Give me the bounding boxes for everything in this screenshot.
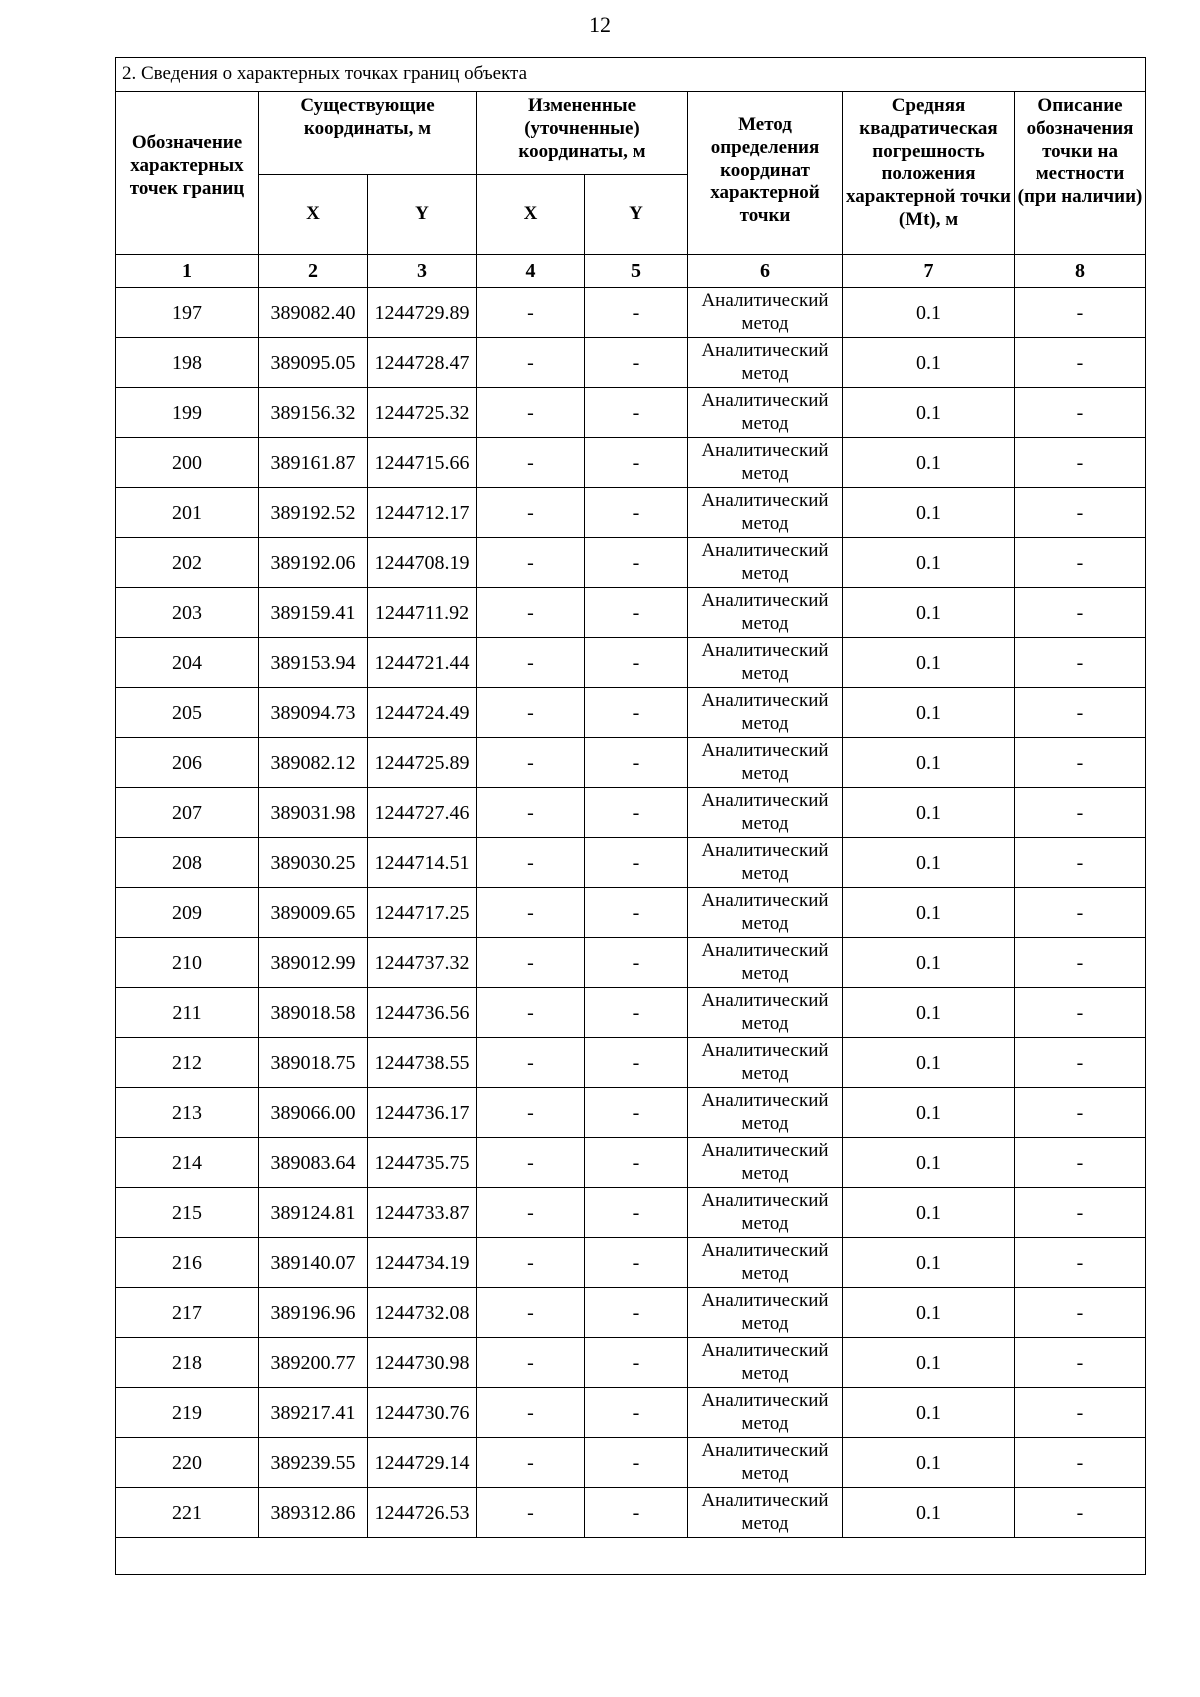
cell-existing-x: 389192.06	[259, 538, 368, 588]
cell-existing-y: 1244730.76	[368, 1388, 477, 1438]
cell-method: Аналитический метод	[688, 788, 843, 838]
header-changed-y: Y	[585, 175, 688, 255]
cell-changed-x: -	[477, 338, 585, 388]
table-row	[116, 638, 1146, 688]
cell-method: Аналитический метод	[688, 488, 843, 538]
cell-description: -	[1015, 288, 1146, 338]
header-changed-x: X	[477, 175, 585, 255]
cell-changed-y: -	[585, 438, 688, 488]
cell-method: Аналитический метод	[688, 1438, 843, 1488]
cell-changed-x: -	[477, 1338, 585, 1388]
table-row	[116, 838, 1146, 888]
table-row	[116, 738, 1146, 788]
cell-point-number: 200	[116, 438, 259, 488]
cell-description: -	[1015, 1238, 1146, 1288]
table-row	[116, 938, 1146, 988]
cell-point-number: 220	[116, 1438, 259, 1488]
cell-point-number: 217	[116, 1288, 259, 1338]
cell-error: 0.1	[843, 1188, 1015, 1238]
table-row	[116, 388, 1146, 438]
cell-error: 0.1	[843, 1488, 1015, 1538]
table-row	[116, 1388, 1146, 1438]
boundary-points-table	[115, 57, 1146, 1575]
table-row	[116, 488, 1146, 538]
header-point-designation: Обозначение характерных точек границ	[116, 92, 259, 255]
cell-method: Аналитический метод	[688, 588, 843, 638]
cell-error: 0.1	[843, 988, 1015, 1038]
table-row	[116, 688, 1146, 738]
cell-error: 0.1	[843, 1388, 1015, 1438]
cell-changed-y: -	[585, 1038, 688, 1088]
cell-error: 0.1	[843, 388, 1015, 438]
cell-changed-y: -	[585, 1088, 688, 1138]
cell-existing-x: 389124.81	[259, 1188, 368, 1238]
cell-error: 0.1	[843, 488, 1015, 538]
cell-error: 0.1	[843, 838, 1015, 888]
cell-changed-y: -	[585, 838, 688, 888]
cell-description: -	[1015, 1438, 1146, 1488]
table-row	[116, 588, 1146, 638]
cell-error: 0.1	[843, 338, 1015, 388]
cell-existing-x: 389159.41	[259, 588, 368, 638]
table-row	[116, 1038, 1146, 1088]
cell-changed-x: -	[477, 1488, 585, 1538]
cell-error: 0.1	[843, 1438, 1015, 1488]
cell-error: 0.1	[843, 588, 1015, 638]
cell-error: 0.1	[843, 938, 1015, 988]
cell-point-number: 211	[116, 988, 259, 1038]
cell-point-number: 202	[116, 538, 259, 588]
cell-existing-y: 1244738.55	[368, 1038, 477, 1088]
header-error: Средняя квадратическая погрешность положения характерной точки (Mt), м	[843, 92, 1015, 255]
column-number: 1	[116, 255, 259, 288]
cell-description: -	[1015, 538, 1146, 588]
cell-changed-x: -	[477, 988, 585, 1038]
cell-method: Аналитический метод	[688, 688, 843, 738]
cell-description: -	[1015, 1138, 1146, 1188]
table-row	[116, 1488, 1146, 1538]
table-row	[116, 338, 1146, 388]
cell-changed-x: -	[477, 1288, 585, 1338]
cell-existing-x: 389094.73	[259, 688, 368, 738]
cell-description: -	[1015, 738, 1146, 788]
section-title: 2. Сведения о характерных точках границ объекта	[116, 58, 1146, 92]
cell-changed-x: -	[477, 1038, 585, 1088]
cell-point-number: 204	[116, 638, 259, 688]
table-row	[116, 1138, 1146, 1188]
cell-changed-y: -	[585, 338, 688, 388]
cell-description: -	[1015, 1038, 1146, 1088]
cell-existing-x: 389066.00	[259, 1088, 368, 1138]
cell-error: 0.1	[843, 688, 1015, 738]
cell-description: -	[1015, 838, 1146, 888]
cell-existing-y: 1244721.44	[368, 638, 477, 688]
header-existing-x: X	[259, 175, 368, 255]
cell-changed-y: -	[585, 888, 688, 938]
cell-point-number: 206	[116, 738, 259, 788]
table-row	[116, 1438, 1146, 1488]
cell-existing-x: 389018.58	[259, 988, 368, 1038]
table-row	[116, 288, 1146, 338]
cell-method: Аналитический метод	[688, 738, 843, 788]
cell-existing-y: 1244717.25	[368, 888, 477, 938]
cell-method: Аналитический метод	[688, 988, 843, 1038]
cell-existing-x: 389217.41	[259, 1388, 368, 1438]
cell-existing-y: 1244725.89	[368, 738, 477, 788]
cell-existing-y: 1244736.17	[368, 1088, 477, 1138]
cell-changed-y: -	[585, 638, 688, 688]
cell-error: 0.1	[843, 1338, 1015, 1388]
column-number: 3	[368, 255, 477, 288]
cell-existing-y: 1244732.08	[368, 1288, 477, 1338]
cell-existing-y: 1244735.75	[368, 1138, 477, 1188]
cell-changed-x: -	[477, 738, 585, 788]
cell-method: Аналитический метод	[688, 1338, 843, 1388]
cell-existing-y: 1244725.32	[368, 388, 477, 438]
cell-error: 0.1	[843, 438, 1015, 488]
table-row	[116, 788, 1146, 838]
table-row	[116, 1188, 1146, 1238]
cell-description: -	[1015, 938, 1146, 988]
cell-error: 0.1	[843, 1288, 1015, 1338]
column-number: 5	[585, 255, 688, 288]
cell-existing-y: 1244728.47	[368, 338, 477, 388]
column-number: 4	[477, 255, 585, 288]
column-number: 6	[688, 255, 843, 288]
cell-existing-x: 389200.77	[259, 1338, 368, 1388]
cell-error: 0.1	[843, 1238, 1015, 1288]
table-row	[116, 538, 1146, 588]
cell-existing-x: 389156.32	[259, 388, 368, 438]
cell-description: -	[1015, 688, 1146, 738]
cell-description: -	[1015, 638, 1146, 688]
cell-point-number: 221	[116, 1488, 259, 1538]
cell-changed-y: -	[585, 1188, 688, 1238]
cell-description: -	[1015, 788, 1146, 838]
cell-description: -	[1015, 338, 1146, 388]
cell-existing-x: 389012.99	[259, 938, 368, 988]
cell-point-number: 207	[116, 788, 259, 838]
cell-changed-y: -	[585, 788, 688, 838]
cell-description: -	[1015, 1388, 1146, 1438]
cell-method: Аналитический метод	[688, 1388, 843, 1438]
cell-error: 0.1	[843, 638, 1015, 688]
cell-changed-x: -	[477, 388, 585, 438]
header-existing-coordinates: Существующие координаты, м	[259, 92, 477, 175]
cell-point-number: 209	[116, 888, 259, 938]
cell-changed-x: -	[477, 1088, 585, 1138]
cell-changed-y: -	[585, 1288, 688, 1338]
cell-changed-x: -	[477, 1138, 585, 1188]
header-method: Метод определения координат характерной точки	[688, 92, 843, 255]
cell-changed-x: -	[477, 288, 585, 338]
cell-existing-x: 389082.12	[259, 738, 368, 788]
cell-changed-y: -	[585, 988, 688, 1038]
cell-description: -	[1015, 1088, 1146, 1138]
cell-point-number: 213	[116, 1088, 259, 1138]
cell-existing-x: 389153.94	[259, 638, 368, 688]
cell-existing-x: 389161.87	[259, 438, 368, 488]
cell-description: -	[1015, 988, 1146, 1038]
cell-changed-y: -	[585, 688, 688, 738]
cell-point-number: 218	[116, 1338, 259, 1388]
table-row	[116, 438, 1146, 488]
page-number: 12	[589, 12, 611, 37]
cell-error: 0.1	[843, 788, 1015, 838]
cell-existing-x: 389030.25	[259, 838, 368, 888]
cell-existing-y: 1244730.98	[368, 1338, 477, 1388]
cell-method: Аналитический метод	[688, 838, 843, 888]
cell-changed-x: -	[477, 588, 585, 638]
cell-changed-y: -	[585, 488, 688, 538]
cell-existing-x: 389031.98	[259, 788, 368, 838]
cell-point-number: 197	[116, 288, 259, 338]
header-changed-coordinates: Измененные (уточненные) координаты, м	[477, 92, 688, 175]
cell-error: 0.1	[843, 888, 1015, 938]
empty-row	[116, 1538, 1146, 1575]
cell-changed-x: -	[477, 1388, 585, 1438]
cell-description: -	[1015, 888, 1146, 938]
cell-description: -	[1015, 1488, 1146, 1538]
cell-method: Аналитический метод	[688, 1088, 843, 1138]
cell-existing-x: 389192.52	[259, 488, 368, 538]
cell-existing-y: 1244708.19	[368, 538, 477, 588]
cell-method: Аналитический метод	[688, 1288, 843, 1338]
cell-changed-y: -	[585, 538, 688, 588]
cell-method: Аналитический метод	[688, 1488, 843, 1538]
cell-changed-y: -	[585, 288, 688, 338]
cell-existing-y: 1244714.51	[368, 838, 477, 888]
cell-description: -	[1015, 488, 1146, 538]
cell-method: Аналитический метод	[688, 1188, 843, 1238]
cell-method: Аналитический метод	[688, 1138, 843, 1188]
cell-existing-x: 389312.86	[259, 1488, 368, 1538]
cell-existing-x: 389196.96	[259, 1288, 368, 1338]
header-description: Описание обозначения точки на местности (при наличии)	[1015, 92, 1146, 255]
cell-point-number: 199	[116, 388, 259, 438]
cell-description: -	[1015, 1188, 1146, 1238]
cell-point-number: 216	[116, 1238, 259, 1288]
cell-changed-x: -	[477, 538, 585, 588]
cell-changed-y: -	[585, 1338, 688, 1388]
cell-description: -	[1015, 588, 1146, 638]
cell-point-number: 219	[116, 1388, 259, 1438]
cell-method: Аналитический метод	[688, 288, 843, 338]
table-row	[116, 988, 1146, 1038]
cell-changed-y: -	[585, 938, 688, 988]
cell-error: 0.1	[843, 1038, 1015, 1088]
cell-changed-x: -	[477, 938, 585, 988]
cell-point-number: 212	[116, 1038, 259, 1088]
cell-description: -	[1015, 1338, 1146, 1388]
cell-point-number: 201	[116, 488, 259, 538]
column-number-row	[116, 255, 1146, 288]
cell-changed-y: -	[585, 1438, 688, 1488]
cell-point-number: 214	[116, 1138, 259, 1188]
cell-existing-y: 1244712.17	[368, 488, 477, 538]
cell-existing-y: 1244724.49	[368, 688, 477, 738]
cell-description: -	[1015, 388, 1146, 438]
cell-changed-x: -	[477, 688, 585, 738]
cell-changed-x: -	[477, 1238, 585, 1288]
cell-existing-x: 389009.65	[259, 888, 368, 938]
cell-error: 0.1	[843, 1138, 1015, 1188]
cell-description: -	[1015, 1288, 1146, 1338]
cell-point-number: 215	[116, 1188, 259, 1238]
cell-changed-y: -	[585, 1488, 688, 1538]
cell-error: 0.1	[843, 1088, 1015, 1138]
empty-cell	[116, 1538, 1146, 1575]
cell-method: Аналитический метод	[688, 1238, 843, 1288]
cell-changed-x: -	[477, 788, 585, 838]
cell-changed-x: -	[477, 888, 585, 938]
cell-method: Аналитический метод	[688, 338, 843, 388]
cell-existing-x: 389083.64	[259, 1138, 368, 1188]
cell-existing-y: 1244726.53	[368, 1488, 477, 1538]
cell-error: 0.1	[843, 538, 1015, 588]
table-row	[116, 1288, 1146, 1338]
cell-changed-y: -	[585, 1138, 688, 1188]
cell-method: Аналитический метод	[688, 438, 843, 488]
cell-changed-y: -	[585, 738, 688, 788]
cell-method: Аналитический метод	[688, 888, 843, 938]
header-existing-y: Y	[368, 175, 477, 255]
cell-existing-y: 1244711.92	[368, 588, 477, 638]
cell-changed-x: -	[477, 438, 585, 488]
column-number: 8	[1015, 255, 1146, 288]
cell-existing-y: 1244737.32	[368, 938, 477, 988]
cell-existing-y: 1244736.56	[368, 988, 477, 1038]
cell-description: -	[1015, 438, 1146, 488]
cell-existing-x: 389095.05	[259, 338, 368, 388]
cell-changed-x: -	[477, 638, 585, 688]
cell-changed-y: -	[585, 388, 688, 438]
cell-changed-x: -	[477, 488, 585, 538]
cell-existing-x: 389082.40	[259, 288, 368, 338]
table-row	[116, 1238, 1146, 1288]
cell-existing-y: 1244729.89	[368, 288, 477, 338]
cell-existing-y: 1244715.66	[368, 438, 477, 488]
cell-method: Аналитический метод	[688, 938, 843, 988]
cell-changed-x: -	[477, 1438, 585, 1488]
column-number: 2	[259, 255, 368, 288]
cell-existing-x: 389140.07	[259, 1238, 368, 1288]
cell-existing-y: 1244733.87	[368, 1188, 477, 1238]
cell-point-number: 210	[116, 938, 259, 988]
table-row	[116, 888, 1146, 938]
column-number: 7	[843, 255, 1015, 288]
cell-existing-y: 1244729.14	[368, 1438, 477, 1488]
cell-method: Аналитический метод	[688, 638, 843, 688]
cell-changed-y: -	[585, 588, 688, 638]
cell-point-number: 208	[116, 838, 259, 888]
cell-existing-x: 389239.55	[259, 1438, 368, 1488]
table-row	[116, 1338, 1146, 1388]
cell-method: Аналитический метод	[688, 1038, 843, 1088]
table-row	[116, 1088, 1146, 1138]
cell-changed-y: -	[585, 1388, 688, 1438]
cell-point-number: 203	[116, 588, 259, 638]
cell-method: Аналитический метод	[688, 388, 843, 438]
cell-existing-y: 1244734.19	[368, 1238, 477, 1288]
cell-error: 0.1	[843, 738, 1015, 788]
cell-point-number: 205	[116, 688, 259, 738]
cell-error: 0.1	[843, 288, 1015, 338]
cell-changed-y: -	[585, 1238, 688, 1288]
cell-point-number: 198	[116, 338, 259, 388]
cell-existing-x: 389018.75	[259, 1038, 368, 1088]
cell-changed-x: -	[477, 838, 585, 888]
cell-method: Аналитический метод	[688, 538, 843, 588]
cell-changed-x: -	[477, 1188, 585, 1238]
cell-existing-y: 1244727.46	[368, 788, 477, 838]
